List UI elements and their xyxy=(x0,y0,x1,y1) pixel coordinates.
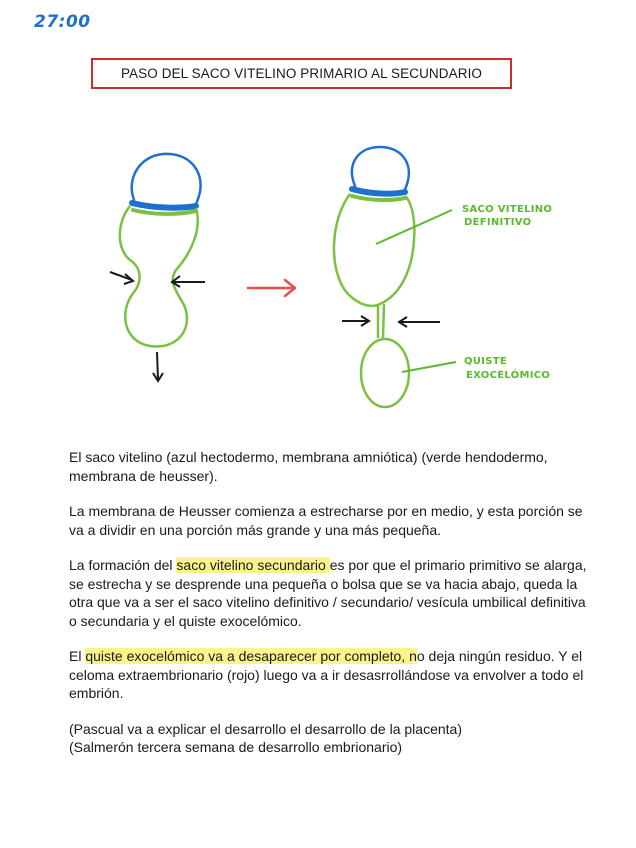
p3-after: es por que el primario primitivo se alarga, se estrecha y se desprende una pequeña o bolsa que se va hacia abajo, queda la otra que va a ser el saco vitelino definitivo / secundario/ vesícula umbilical definitiva o secundaria y el quiste exocelómico. xyxy=(69,557,587,629)
right-stalk-arrow-left xyxy=(342,316,369,326)
left-ectoderm-band xyxy=(132,203,196,208)
definitive-sac-outline xyxy=(334,194,414,306)
label-definitive-line1: SACO VITELINO xyxy=(462,204,553,215)
paragraph-2: La membrana de Heusser comienza a estrecharse por en medio, y esta porción se va a dividir en una porción más grande y una más pequeña. xyxy=(69,503,583,538)
connecting-stalk xyxy=(378,304,384,338)
page-title-text: PASO DEL SACO VITELINO PRIMARIO AL SECUNDARIO xyxy=(120,66,483,81)
p4-before: El xyxy=(69,648,86,664)
p3-before: La formación del xyxy=(69,557,177,573)
left-pinch-arrow-in xyxy=(110,272,133,284)
label-definitive-line2: DEFINITIVO xyxy=(464,217,532,228)
p4-after: o deja ningún residuo. Y el celoma extraembrionario (rojo) luego va a ir desasrrollándose va envolver a todo el embrión. xyxy=(69,648,584,701)
label-quiste-line2: EXOCELÓMICO xyxy=(466,370,551,381)
secondary-yolk-sac xyxy=(334,147,552,407)
right-amniotic-cavity xyxy=(352,147,409,193)
right-pinch-arrow-in xyxy=(172,276,205,287)
right-stalk-arrow-right xyxy=(399,317,440,327)
paragraph-1: El saco vitelino (azul hectodermo, membrana amniótica) (verde hendodermo, membrana de heusser). xyxy=(69,449,548,484)
left-amniotic-cavity xyxy=(132,154,201,207)
time-note: 27:00 xyxy=(34,12,91,32)
down-arrow xyxy=(153,352,163,381)
primary-yolk-sac xyxy=(110,154,205,381)
label-quiste-line1: QUISTE xyxy=(464,356,507,367)
p3-highlight: saco vitelino secundario xyxy=(176,557,330,573)
transition-arrow xyxy=(248,280,295,296)
right-ectoderm-band xyxy=(352,189,405,194)
left-sac-outline xyxy=(120,206,198,346)
left-endoderm-band xyxy=(133,210,196,214)
quiste-pointer-line xyxy=(402,362,456,372)
p5-line1: (Pascual va a explicar el desarrollo el desarrollo de la placenta) xyxy=(69,720,462,737)
paragraph-3 xyxy=(69,556,589,630)
paragraph-4 xyxy=(69,647,589,703)
p4-highlight: quiste exocelómico va a desaparecer por completo, n xyxy=(85,648,417,664)
right-endoderm-band xyxy=(352,196,405,200)
paragraph-5 xyxy=(69,720,589,757)
p5-line2: (Salmerón tercera semana de desarrollo embrionario) xyxy=(69,739,403,755)
exocoelomic-cyst xyxy=(361,339,409,407)
notes-body xyxy=(69,448,589,757)
